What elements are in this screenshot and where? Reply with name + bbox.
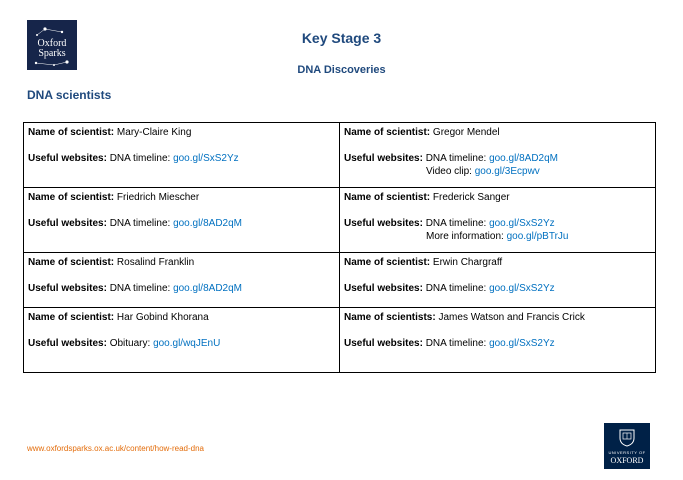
website-link[interactable]: goo.gl/SxS2Yz bbox=[489, 338, 555, 349]
name-label: Name of scientist: bbox=[28, 127, 115, 138]
section-heading: DNA scientists bbox=[27, 88, 112, 102]
table-row bbox=[24, 253, 656, 308]
website-link[interactable]: goo.gl/8AD2qM bbox=[173, 218, 242, 229]
logo-text-line2: OXFORD bbox=[610, 456, 644, 465]
websites-label: Useful websites: bbox=[28, 153, 107, 164]
websites-label: Useful websites: bbox=[344, 338, 423, 349]
website-link[interactable]: goo.gl/SxS2Yz bbox=[173, 153, 239, 164]
link-label: Obituary: bbox=[109, 338, 151, 349]
scientist-name: Har Gobind Khorana bbox=[116, 312, 209, 323]
scientist-name: Gregor Mendel bbox=[432, 127, 500, 138]
scientist-cell bbox=[340, 308, 656, 373]
websites-label: Useful websites: bbox=[344, 218, 423, 229]
link-label: More information: bbox=[426, 231, 504, 242]
table-row bbox=[24, 188, 656, 253]
page-title: Key Stage 3 bbox=[301, 30, 382, 46]
scientist-cell bbox=[24, 308, 340, 373]
link-label: DNA timeline: bbox=[425, 283, 487, 294]
table-row bbox=[24, 308, 656, 373]
link-label: Video clip: bbox=[426, 166, 472, 177]
scientist-cell bbox=[340, 123, 656, 188]
scientist-name: Mary-Claire King bbox=[116, 127, 192, 138]
scientist-cell bbox=[24, 188, 340, 253]
name-label: Name of scientist: bbox=[28, 192, 115, 203]
link-label: DNA timeline: bbox=[425, 338, 487, 349]
link-label: DNA timeline: bbox=[109, 153, 171, 164]
link-label: DNA timeline: bbox=[425, 218, 487, 229]
websites-label: Useful websites: bbox=[28, 283, 107, 294]
website-link[interactable]: goo.gl/pBTrJu bbox=[506, 231, 569, 242]
websites-label: Useful websites: bbox=[28, 338, 107, 349]
name-label: Name of scientists: bbox=[344, 312, 436, 323]
name-label: Name of scientist: bbox=[344, 257, 431, 268]
logo-text-line1: UNIVERSITY OF bbox=[608, 450, 646, 455]
scientist-name: Rosalind Franklin bbox=[116, 257, 195, 268]
scientist-cell bbox=[24, 253, 340, 308]
websites-label: Useful websites: bbox=[344, 153, 423, 164]
university-of-oxford-logo bbox=[604, 423, 650, 469]
scientist-name: James Watson and Francis Crick bbox=[438, 312, 585, 323]
scientist-cell bbox=[340, 188, 656, 253]
link-label: DNA timeline: bbox=[109, 218, 171, 229]
scientist-name: Frederick Sanger bbox=[432, 192, 510, 203]
link-label: DNA timeline: bbox=[425, 153, 487, 164]
scientists-table bbox=[23, 122, 656, 373]
websites-label: Useful websites: bbox=[28, 218, 107, 229]
crest-icon bbox=[619, 429, 635, 447]
name-label: Name of scientist: bbox=[28, 257, 115, 268]
scientist-name: Friedrich Miescher bbox=[116, 192, 200, 203]
scientist-name: Erwin Chargraff bbox=[432, 257, 503, 268]
link-label: DNA timeline: bbox=[109, 283, 171, 294]
name-label: Name of scientist: bbox=[344, 192, 431, 203]
website-link[interactable]: goo.gl/SxS2Yz bbox=[489, 218, 555, 229]
scientist-cell bbox=[24, 123, 340, 188]
website-link[interactable]: goo.gl/SxS2Yz bbox=[489, 283, 555, 294]
logo-text-line1: Oxford bbox=[37, 38, 67, 49]
website-link[interactable]: goo.gl/8AD2qM bbox=[489, 153, 558, 164]
name-label: Name of scientist: bbox=[28, 312, 115, 323]
website-link[interactable]: goo.gl/3Ecpwv bbox=[474, 166, 540, 177]
website-link[interactable]: goo.gl/wqJEnU bbox=[153, 338, 221, 349]
websites-label: Useful websites: bbox=[344, 283, 423, 294]
website-link[interactable]: goo.gl/8AD2qM bbox=[173, 283, 242, 294]
footer-url-link[interactable]: www.oxfordsparks.ox.ac.uk/content/how-read-dna bbox=[27, 444, 204, 453]
name-label: Name of scientist: bbox=[344, 127, 431, 138]
page-subtitle: DNA Discoveries bbox=[297, 64, 386, 76]
logo-text-line2: Sparks bbox=[38, 48, 66, 59]
scientist-cell bbox=[340, 253, 656, 308]
table-row bbox=[24, 123, 656, 188]
